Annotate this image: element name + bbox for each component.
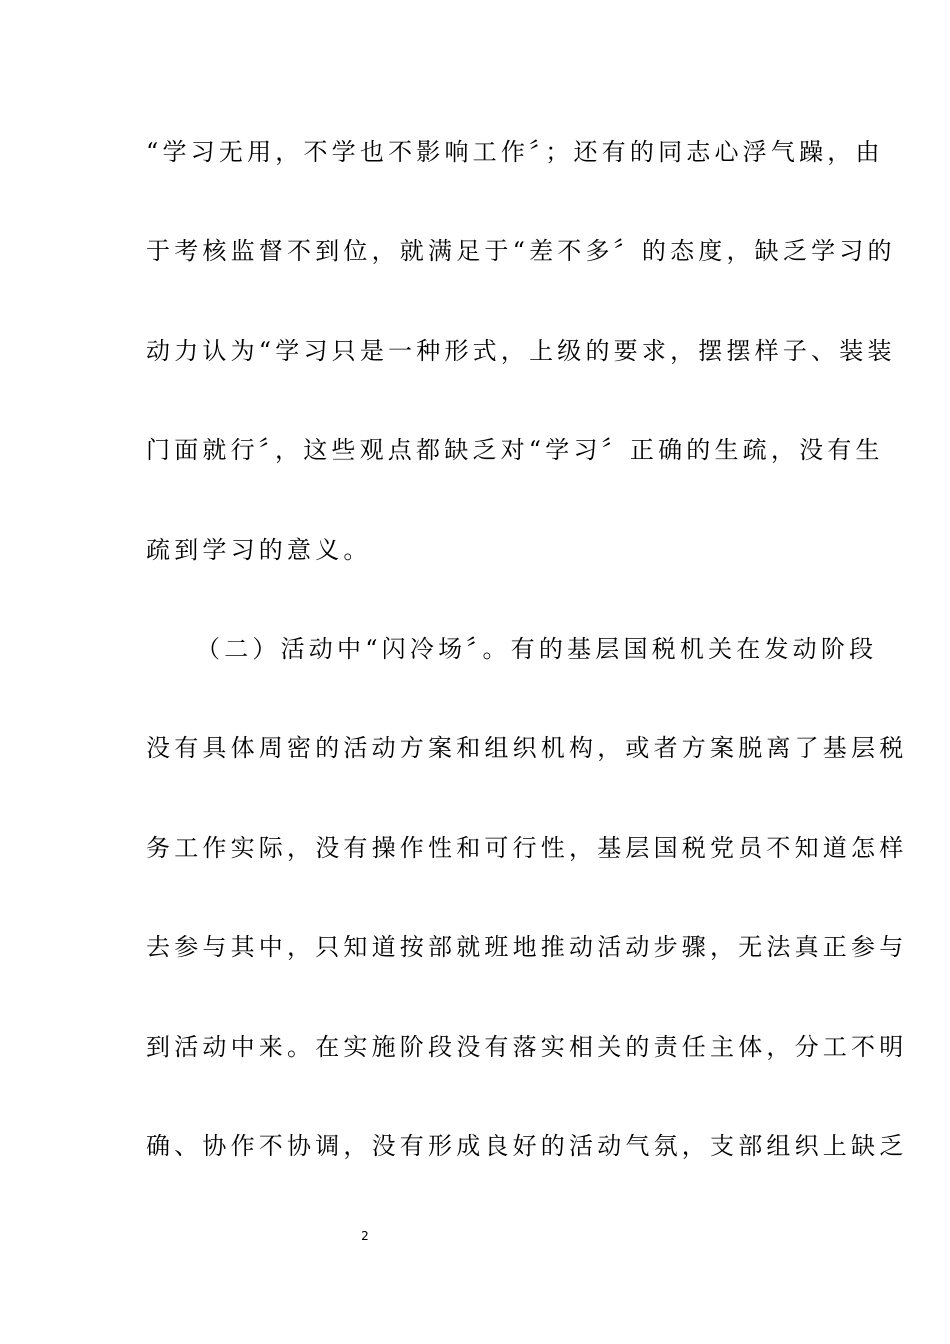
paragraph-line-2: 于考核监督不到位，就满足于“差不多〞的态度，缺乏学习的 — [146, 237, 896, 265]
page-number: 2 — [361, 1229, 369, 1243]
paragraph-line-5: 疏到学习的意义。 — [146, 536, 372, 564]
section-heading-line: （二）活动中“闪冷场〞。有的基层国税机关在发动阶段 — [196, 635, 878, 663]
paragraph-line-7: 没有具体周密的活动方案和组织机构，或者方案脱离了基层税 — [146, 734, 908, 762]
paragraph-line-9: 去参与其中，只知道按部就班地推动活动步骤，无法真正参与 — [146, 933, 908, 961]
paragraph-line-4: 门面就行〞，这些观点都缺乏对“学习〞正确的生疏，没有生 — [146, 436, 884, 464]
paragraph-line-1: “学习无用，不学也不影响工作〞；还有的同志心浮气躁，由 — [146, 138, 884, 166]
paragraph-line-10: 到活动中来。在实施阶段没有落实相关的责任主体，分工不明 — [146, 1033, 908, 1061]
paragraph-line-11: 确、协作不协调，没有形成良好的活动气氛，支部组织上缺乏 — [146, 1132, 908, 1160]
paragraph-line-3: 动力认为“学习只是一种形式，上级的要求，摆摆样子、装装 — [146, 337, 896, 365]
paragraph-line-8: 务工作实际，没有操作性和可行性，基层国税党员不知道怎样 — [146, 834, 908, 862]
